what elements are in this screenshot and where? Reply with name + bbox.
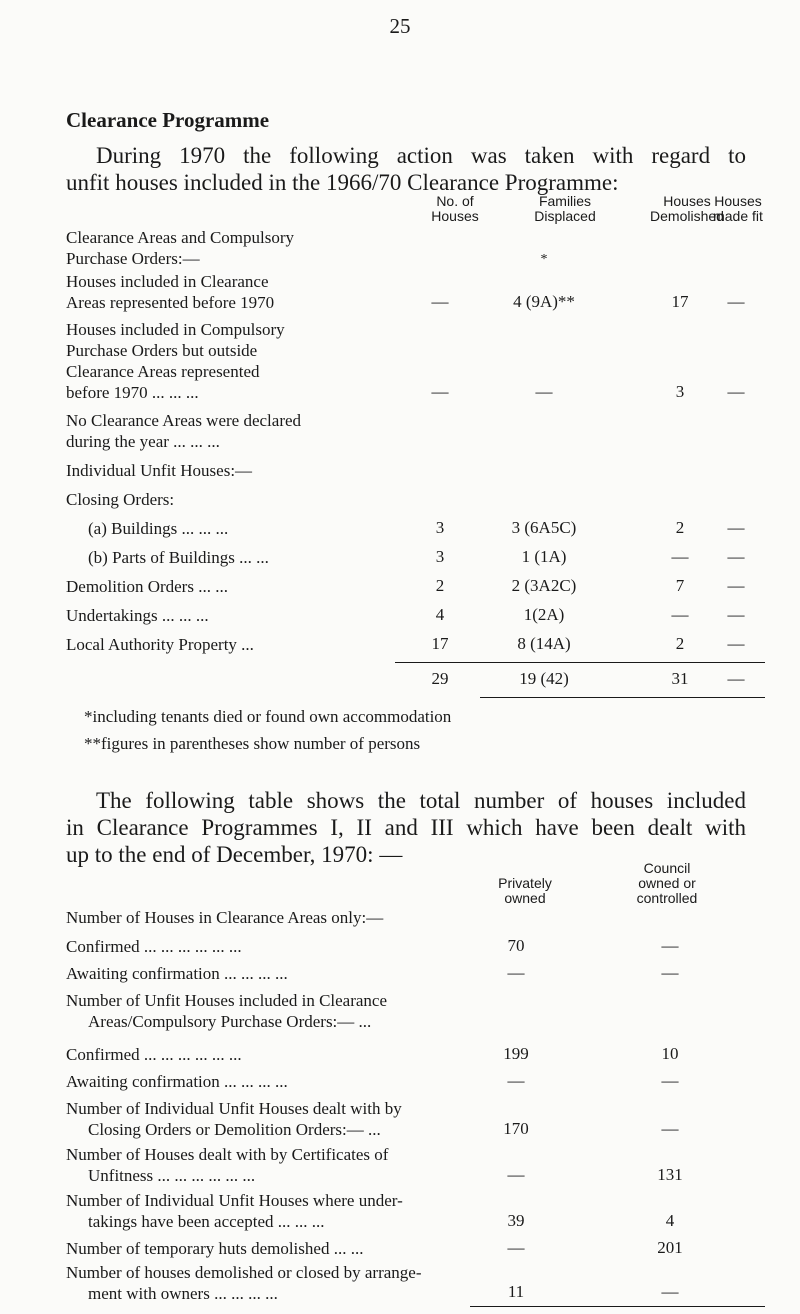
table2-cell: 10: [661, 1044, 679, 1063]
table-row-label: Demolition Orders ... ...: [66, 577, 228, 596]
table2-row-label: Number of houses demolished or closed by arrange- ment with owners ... ... ... ...: [66, 1263, 422, 1303]
table2-cell: —: [507, 1071, 525, 1090]
table-cell: 3 (6A5C): [511, 518, 577, 537]
table-cell: 4 (9A)**: [513, 292, 575, 311]
table-cell: —: [727, 576, 745, 595]
table2-cell: 70: [507, 936, 525, 955]
table-cell: 3: [675, 382, 685, 401]
total-cell: 19 (42): [519, 669, 569, 688]
col-header-families: Families Displaced: [534, 193, 596, 224]
table-cell: —: [727, 292, 745, 311]
table2-cell: 170: [503, 1119, 529, 1138]
table2-row-label: Awaiting confirmation ... ... ... ...: [66, 964, 288, 983]
table2-row-label: Number of temporary huts demolished ... ...: [66, 1239, 364, 1258]
para-line: The following table shows the total number of houses included: [96, 788, 746, 813]
second-paragraph: [66, 787, 746, 868]
table-cell: —: [431, 382, 449, 401]
table-cell: —: [727, 547, 745, 566]
table-row-label: Houses included in Compulsory Purchase Orders but outside Clearance Areas represented before 1970 ... ... ...: [66, 320, 285, 402]
table-cell: 4: [435, 605, 445, 624]
col-header-private: Privately owned: [498, 875, 552, 906]
table-cell: 2: [675, 634, 685, 653]
table2-row-label: Confirmed ... ... ... ... ... ...: [66, 1045, 242, 1064]
table-cell: 2: [675, 518, 685, 537]
footnote: **figures in parentheses show number of persons: [84, 734, 421, 753]
col-header-houses: No. of Houses: [431, 193, 479, 224]
para-line: up to the end of December, 1970: —: [66, 842, 403, 867]
table2-cell: 131: [657, 1165, 683, 1184]
table-cell: —: [727, 382, 745, 401]
para-line: in Clearance Programmes I, II and III which have been dealt with: [66, 815, 746, 840]
table2-total-rule: [470, 1306, 765, 1307]
table2-cell: —: [507, 1238, 525, 1257]
table-cell: —: [671, 547, 689, 566]
page-number: 25: [389, 14, 411, 38]
col-header-council: Council owned or controlled: [636, 860, 698, 906]
table2-cell: 4: [665, 1211, 675, 1230]
total-rule-top: [395, 662, 765, 663]
page-heading: Clearance Programme: [66, 108, 270, 132]
table2-cell: 11: [507, 1282, 525, 1301]
table-cell: 1 (1A): [521, 547, 567, 566]
table-row-label: Local Authority Property ...: [66, 635, 254, 654]
closing-orders-heading: Closing Orders:: [66, 490, 175, 509]
table-row-label: Houses included in Clearance Areas represented before 1970: [66, 272, 275, 312]
section-heading: Clearance Areas and Compulsory Purchase Orders:—: [66, 228, 295, 268]
individual-heading: Individual Unfit Houses:—: [66, 461, 253, 480]
table-cell: 8 (14A): [517, 634, 571, 653]
table-cell: —: [727, 518, 745, 537]
table-cell: 1(2A): [523, 605, 565, 624]
table2-row-label: Awaiting confirmation ... ... ... ...: [66, 1072, 288, 1091]
intro-line: unfit houses included in the 1966/70 Clearance Programme:: [66, 170, 619, 195]
table-cell: 17: [431, 634, 449, 653]
table-cell: —: [671, 605, 689, 624]
table2-row-label: Number of Individual Unfit Houses where under- takings have been accepted ... ... ...: [66, 1191, 403, 1231]
total-rule-bottom: [480, 697, 765, 698]
total-cell: 31: [671, 669, 689, 688]
table2-row-label: Confirmed ... ... ... ... ... ...: [66, 937, 242, 956]
intro-paragraph: [66, 142, 746, 196]
table-row-label: (b) Parts of Buildings ... ...: [88, 548, 269, 567]
table2-cell: —: [661, 963, 679, 982]
col-header-made-fit: Houses made fit: [713, 193, 763, 224]
footnote: *including tenants died or found own accommodation: [84, 707, 452, 726]
total-cell: 29: [431, 669, 449, 688]
table2-cell: —: [507, 1165, 525, 1184]
table2-cell: —: [661, 1282, 679, 1301]
table-cell: —: [431, 292, 449, 311]
no-clearance-note: No Clearance Areas were declared during the year ... ... ...: [66, 411, 302, 451]
table2-cell: —: [661, 936, 679, 955]
table2-cell: —: [661, 1071, 679, 1090]
table2-row-label: Number of Houses dealt with by Certificates of Unfitness ... ... ... ... ... ...: [66, 1145, 389, 1185]
table-cell: 3: [435, 518, 445, 537]
table-row-label: Undertakings ... ... ...: [66, 606, 209, 625]
table-cell: 2: [435, 576, 445, 595]
total-cell: —: [727, 669, 745, 688]
table2-row-label: Number of Houses in Clearance Areas only:—: [66, 908, 384, 927]
table-row-label: (a) Buildings ... ... ...: [88, 519, 229, 538]
table2-cell: 199: [503, 1044, 529, 1063]
table2-row-label: Number of Individual Unfit Houses dealt with by Closing Orders or Demolition Orders:— ...: [66, 1099, 402, 1139]
table-cell: —: [727, 605, 745, 624]
table2-total-cell: [640, 1309, 700, 1314]
table2-cell: 201: [657, 1238, 683, 1257]
table2-total-cell: [486, 1309, 546, 1314]
col-header-demolished: Houses Demolished: [650, 193, 724, 224]
table2-row-label: Number of Unfit Houses included in Clearance Areas/Compulsory Purchase Orders:— ...: [66, 991, 388, 1031]
table-cell: 3: [435, 547, 445, 566]
table2-cell: 39: [507, 1211, 525, 1230]
table-cell: 2 (3A2C): [511, 576, 577, 595]
table2-cell: —: [507, 963, 525, 982]
table2-cell: —: [661, 1119, 679, 1138]
table-cell: 7: [675, 576, 685, 595]
table-cell: —: [727, 634, 745, 653]
table-cell: —: [535, 382, 553, 401]
intro-line: During 1970 the following action was taken with regard to: [96, 143, 746, 168]
star-marker: *: [540, 252, 548, 267]
table-cell: 17: [671, 292, 689, 311]
